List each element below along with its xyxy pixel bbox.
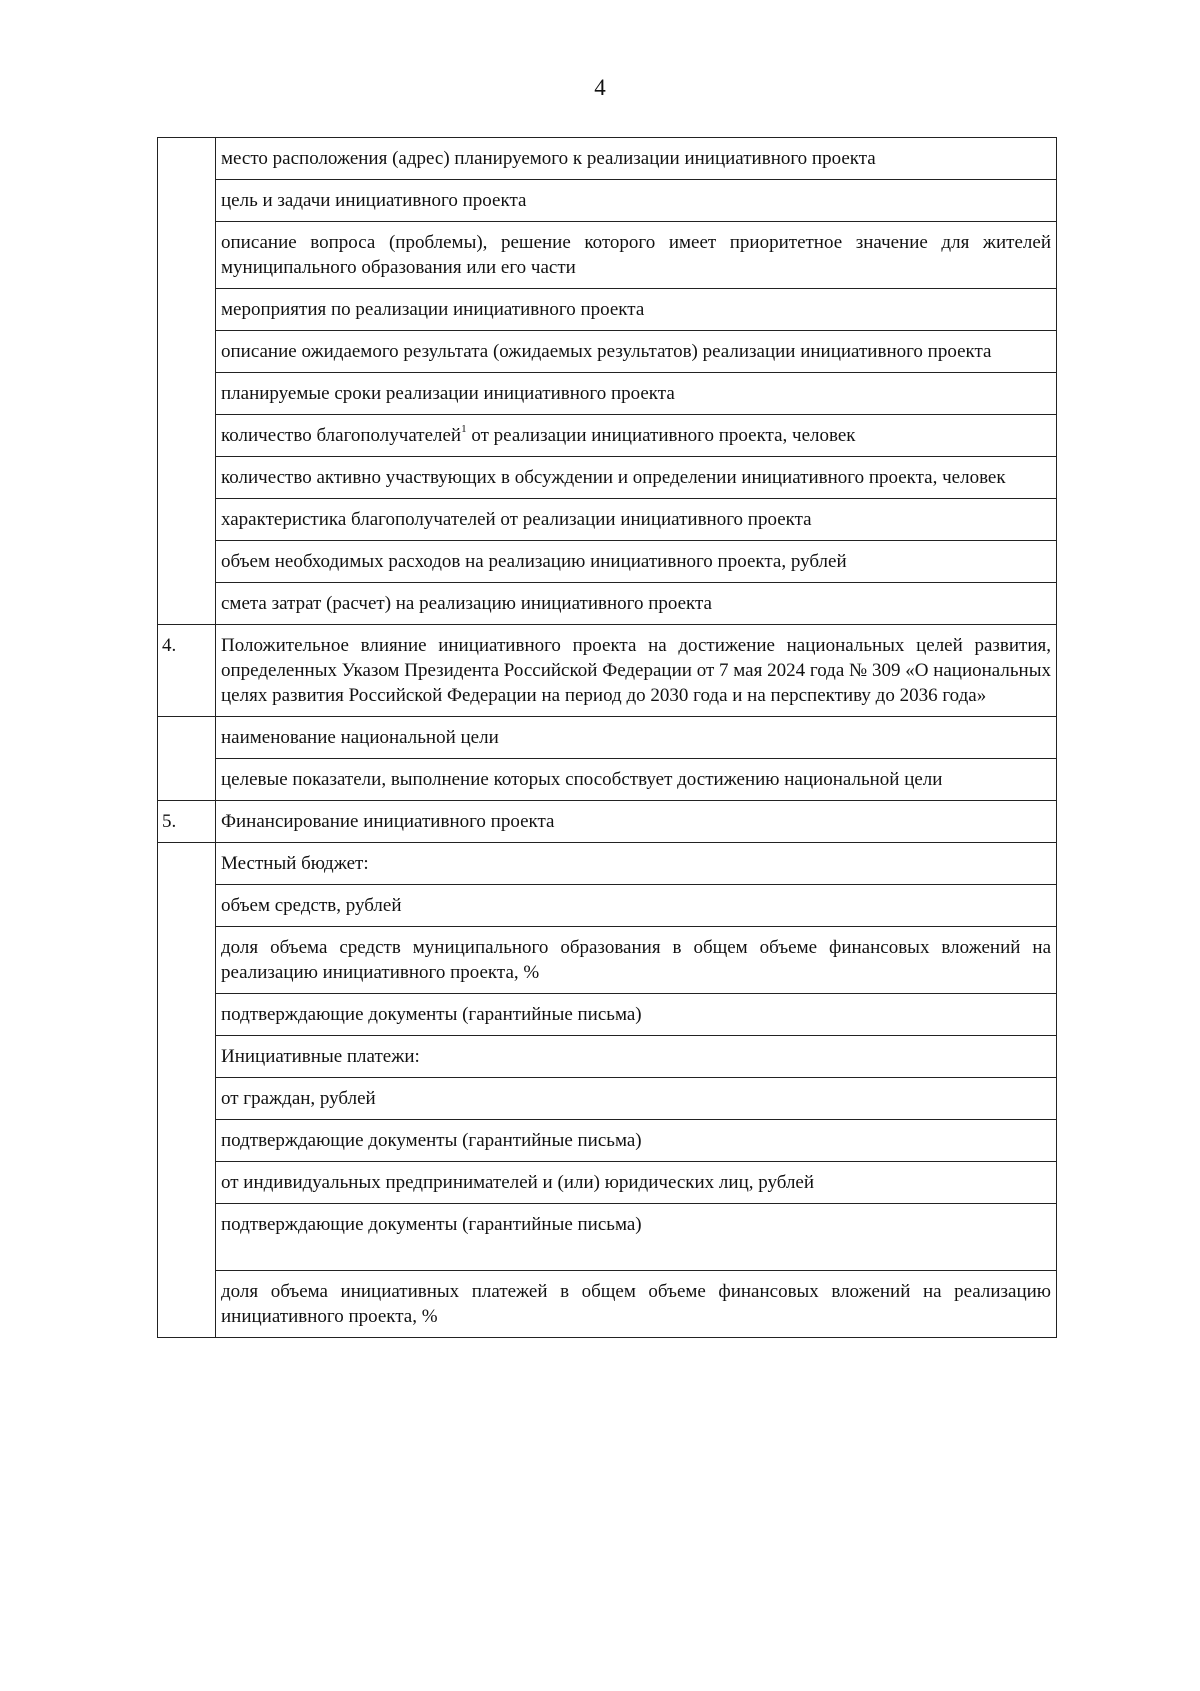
row-text: подтверждающие документы (гарантийные письма) bbox=[216, 994, 1057, 1036]
table-row bbox=[158, 1162, 1057, 1204]
table-row bbox=[158, 1271, 1057, 1338]
row-text: описание вопроса (проблемы), решение которого имеет приоритетное значение для жителей муниципального образования или его части bbox=[216, 222, 1057, 289]
row-text: мероприятия по реализации инициативного проекта bbox=[216, 289, 1057, 331]
table-row bbox=[158, 138, 1057, 180]
table-row bbox=[158, 801, 1057, 843]
row-text: цель и задачи инициативного проекта bbox=[216, 180, 1057, 222]
row-text: Инициативные платежи: bbox=[216, 1036, 1057, 1078]
row-number-cell bbox=[158, 843, 216, 1338]
table-row bbox=[158, 289, 1057, 331]
row-text: от индивидуальных предпринимателей и (или) юридических лиц, рублей bbox=[216, 1162, 1057, 1204]
table-row bbox=[158, 1078, 1057, 1120]
table-row bbox=[158, 759, 1057, 801]
section-heading: Положительное влияние инициативного проекта на достижение национальных целей развития, определенных Указом Президента Российской Федерации от 7 мая 2024 года № 309 «О национальных целях развития Российской Федерации на период до 2030 года и на перспективу до 2036 года» bbox=[216, 625, 1057, 717]
table-row bbox=[158, 541, 1057, 583]
table-row bbox=[158, 625, 1057, 717]
section-heading: Финансирование инициативного проекта bbox=[216, 801, 1057, 843]
table-row bbox=[158, 717, 1057, 759]
row-text: наименование национальной цели bbox=[216, 717, 1057, 759]
row-text: объем средств, рублей bbox=[216, 885, 1057, 927]
table-row bbox=[158, 583, 1057, 625]
row-text: место расположения (адрес) планируемого к реализации инициативного проекта bbox=[216, 138, 1057, 180]
row-text: планируемые сроки реализации инициативного проекта bbox=[216, 373, 1057, 415]
section-number: 5. bbox=[158, 801, 216, 843]
row-number-cell bbox=[158, 138, 216, 625]
row-text: подтверждающие документы (гарантийные письма) bbox=[216, 1120, 1057, 1162]
row-text: подтверждающие документы (гарантийные письма) bbox=[216, 1204, 1057, 1271]
table-row bbox=[158, 1120, 1057, 1162]
section-number: 4. bbox=[158, 625, 216, 717]
row-text-part: от реализации инициативного проекта, человек bbox=[466, 425, 856, 446]
row-text bbox=[216, 415, 1057, 457]
table-row bbox=[158, 994, 1057, 1036]
row-text: доля объема инициативных платежей в общем объеме финансовых вложений на реализацию инициативного проекта, % bbox=[216, 1271, 1057, 1338]
page-number: 4 bbox=[594, 75, 606, 100]
row-text-part: количество благополучателей bbox=[221, 425, 462, 446]
table-row bbox=[158, 885, 1057, 927]
row-text: доля объема средств муниципального образования в общем объеме финансовых вложений на реализацию инициативного проекта, % bbox=[216, 927, 1057, 994]
table-row bbox=[158, 1204, 1057, 1271]
row-text: характеристика благополучателей от реализации инициативного проекта bbox=[216, 499, 1057, 541]
table-row bbox=[158, 222, 1057, 289]
row-text: смета затрат (расчет) на реализацию инициативного проекта bbox=[216, 583, 1057, 625]
row-text: количество активно участвующих в обсуждении и определении инициативного проекта, человек bbox=[216, 457, 1057, 499]
table-row bbox=[158, 415, 1057, 457]
table-row bbox=[158, 499, 1057, 541]
initiative-project-form-table bbox=[157, 137, 1057, 1338]
row-text: от граждан, рублей bbox=[216, 1078, 1057, 1120]
row-text: объем необходимых расходов на реализацию инициативного проекта, рублей bbox=[216, 541, 1057, 583]
table-row bbox=[158, 927, 1057, 994]
footnote-mark: 1 bbox=[461, 422, 467, 435]
table-row bbox=[158, 843, 1057, 885]
table-row bbox=[158, 1036, 1057, 1078]
table-row bbox=[158, 180, 1057, 222]
row-text: целевые показатели, выполнение которых способствует достижению национальной цели bbox=[216, 759, 1057, 801]
table-row bbox=[158, 331, 1057, 373]
table-row bbox=[158, 373, 1057, 415]
row-text: описание ожидаемого результата (ожидаемых результатов) реализации инициативного проекта bbox=[216, 331, 1057, 373]
row-number-cell bbox=[158, 717, 216, 801]
table-row bbox=[158, 457, 1057, 499]
row-text: Местный бюджет: bbox=[216, 843, 1057, 885]
